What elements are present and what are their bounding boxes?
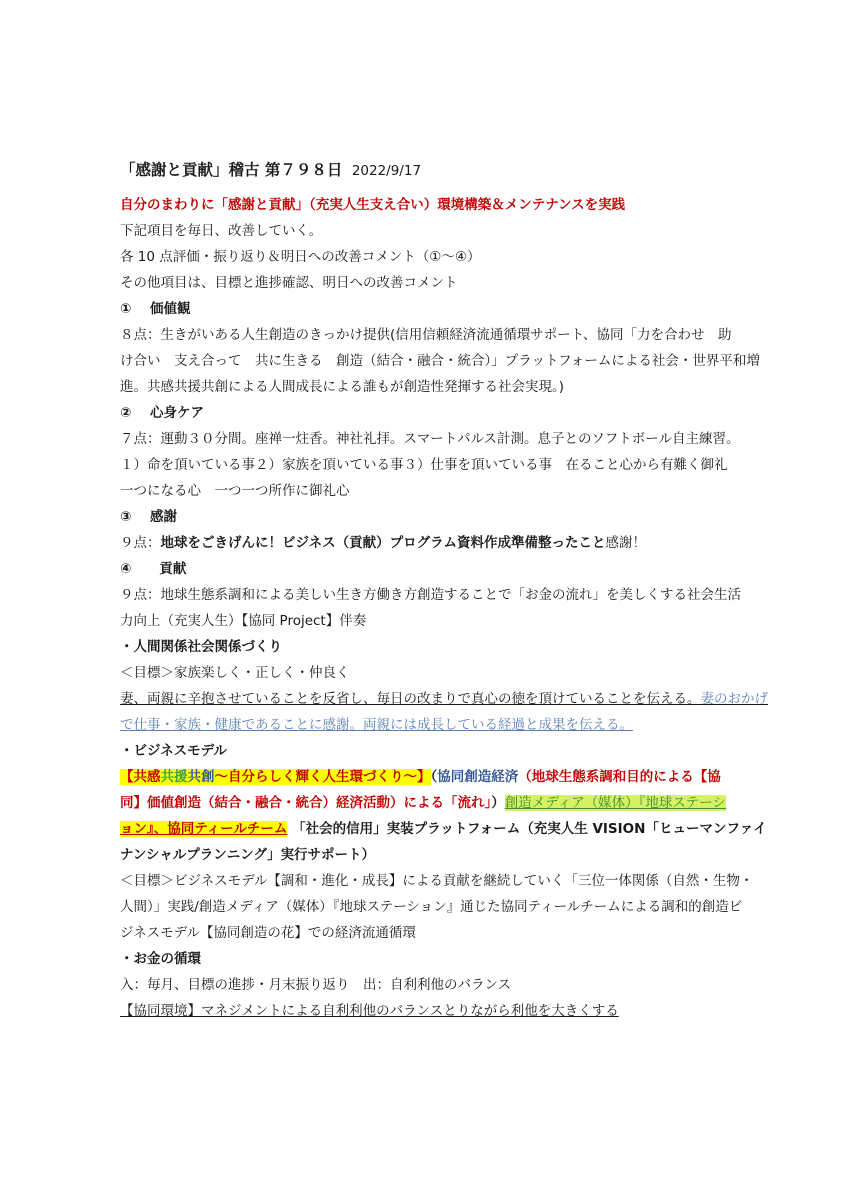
intro-line: その他項目は、目標と進捗確認、明日への改善コメント	[120, 275, 458, 291]
section-number: ④	[120, 561, 132, 577]
money-line: 入：毎月、目標の進捗・月末振り返り 出：自利利他のバランス	[120, 977, 512, 993]
business-lime-text-1: 創造メディア（媒体）『地球ステーシ	[504, 795, 726, 811]
business-lime-text-2: ョン』、協同ティールチーム	[120, 821, 288, 837]
section-text: ８点：生きがいある人生創造のきっかけ提供(信用信頼経済流通循環サポート、協同「力を合わせ 助	[120, 327, 732, 343]
relations-line-2: で仕事・家族・健康であることに感謝。両親には成長している経過と成果を伝える。	[120, 717, 633, 733]
relations-goal: ＜目標＞家族楽しく・正しく・仲良く	[120, 665, 350, 681]
business-line-3	[120, 816, 767, 842]
relations-text-blue: 妻のおかげ	[700, 691, 768, 707]
section-title: 貢献	[159, 561, 187, 577]
section-text: 進。共感共援共創による人間成長による誰もが創造性発揮する社会実現。)	[120, 379, 565, 395]
business-heading: ・ビジネスモデル	[120, 743, 227, 759]
intro-line: 下記項目を毎日、改善していく。	[120, 223, 323, 239]
business-paren-open: （	[430, 769, 438, 785]
relations-heading: ・人間関係社会関係づくり	[120, 639, 282, 655]
intro-headline: 自分のまわりに「感謝と貢献」（充実人生支え合い）環境構築＆メンテナンスを実践	[120, 197, 626, 213]
business-goal: ＜目標＞ビジネスモデル【調和・進化・成長】による貢献を継続していく「三位一体関係（自然・生物・	[120, 873, 754, 889]
section-title: 心身ケア	[150, 405, 204, 421]
business-bold-tail-1: 「社会的信用」実装プラットフォーム（充実人生 VISION「ヒューマンファイ	[292, 821, 767, 837]
business-line-1	[120, 764, 745, 790]
money-underlined: 【協同環境】マネジメントによる自利利他のバランスとりながら利他を大きくする	[120, 1003, 619, 1019]
business-highlight-2: 共援	[160, 769, 188, 785]
business-paren-close: ）	[491, 795, 505, 811]
section-text: 一つになる心 一つ一つ所作に御礼心	[120, 483, 350, 499]
money-heading: ・お金の循環	[120, 951, 201, 967]
intro-line: 各 10 点評価・振り返り＆明日への改善コメント（①～④）	[120, 249, 481, 265]
section-heading-mind-body	[120, 400, 745, 426]
business-highlight-3: 共創	[187, 769, 215, 785]
section-heading-gratitude	[120, 504, 745, 530]
business-goal: 人間）」実践/創造メディア（媒体）『地球ステーション』通じた協同ティールチームによる調和的創造ビ	[120, 899, 743, 915]
section-text: 力向上（充実人生）【協同 Project】伴奏	[120, 613, 367, 629]
business-red-text-1: （地球生態系調和目的による【協	[518, 769, 721, 785]
section-number: ③	[120, 509, 132, 525]
document-page	[120, 155, 768, 1024]
gratitude-bold-text: 地球をごきげんに！ビジネス（貢献）プログラム資料作成準備整ったこと	[160, 535, 606, 551]
section-heading-contribution	[120, 556, 745, 582]
business-bold-tail-2: ナンシャルプランニング」実行サポート）	[120, 847, 375, 863]
gratitude-tail: 感謝！	[605, 535, 646, 551]
business-blue-text: 協同創造経済	[437, 769, 519, 785]
section-heading-values	[120, 296, 745, 322]
business-line-2	[120, 790, 745, 816]
section-text	[120, 530, 745, 556]
section-text: け合い 支え合って 共に生きる 創造（結合・融合・統合）」プラットフォームによる社会・世界平和増	[120, 353, 760, 369]
section-number: ②	[120, 405, 132, 421]
relations-text: 妻、両親に辛抱させていることを反省し、毎日の改まりで真心の徳を頂けていることを伝える。	[120, 691, 701, 707]
title-date: 2022/9/17	[351, 163, 422, 179]
title-main: 「感謝と貢献」稽古 第７９８日	[120, 161, 343, 179]
score-label: ９点：	[120, 535, 161, 551]
section-text: １）命を頂いている事２）家族を頂いている事３）仕事を頂いている事 在ること心から有難く御礼	[120, 457, 728, 473]
page-title	[120, 155, 745, 186]
section-number: ①	[120, 301, 132, 317]
business-goal: ジネスモデル【協同創造の花】での経済流通循環	[120, 925, 416, 941]
relations-line-1	[120, 686, 768, 712]
section-title: 価値観	[150, 301, 191, 317]
section-text: ７点：運動３０分間。座禅一炷香。神社礼拝。スマートパルス計測。息子とのソフトボール自主練習。	[120, 431, 740, 447]
section-text: ９点：地球生態系調和による美しい生き方働き方創造することで「お金の流れ」を美しくする社会生活	[120, 587, 741, 603]
business-highlight-4: ～自分らしく輝く人生環づくり～】	[214, 769, 431, 785]
section-title: 感謝	[150, 509, 177, 525]
business-highlight-1: 【共感	[120, 769, 161, 785]
business-red-text-2: 同】価値創造（結合・融合・統合）経済活動）による「流れ」	[120, 795, 492, 811]
